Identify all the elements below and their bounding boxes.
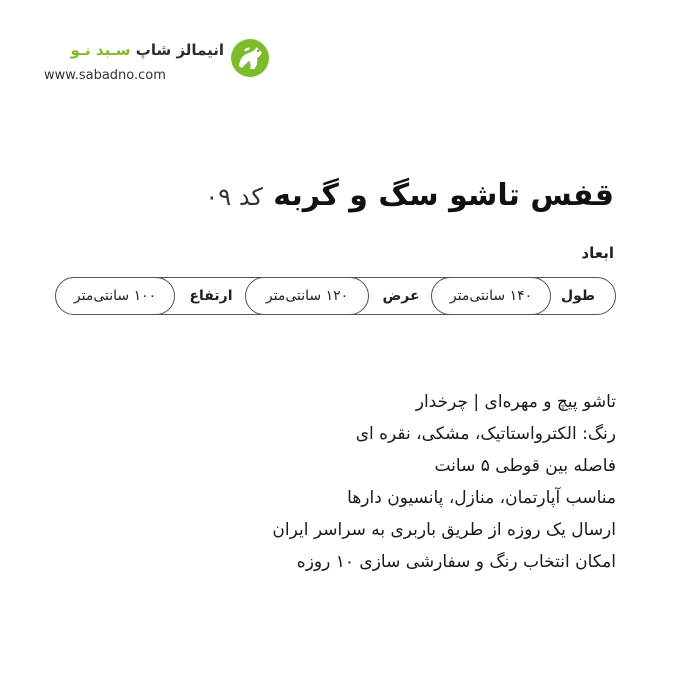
logo-name-primary: انیمالز شاپ [135, 41, 224, 59]
pet-logo-icon [230, 38, 270, 78]
length-value: ۱۴۰ سانتی‌متر [431, 277, 551, 315]
product-code: کد ۰۹ [205, 183, 263, 211]
height-label: ارتفاع [189, 288, 233, 304]
width-value: ۱۲۰ سانتی‌متر [245, 277, 369, 315]
product-name: قفس تاشو سگ و گربه [273, 178, 614, 213]
feature-item: تاشو پیچ و مهره‌ای | چرخدار [415, 392, 616, 412]
dimensions-heading: ابعاد [581, 244, 614, 262]
feature-item: رنگ: الکترواستاتیک، مشکی، نقره ای [355, 424, 616, 444]
height-value: ۱۰۰ سانتی‌متر [55, 277, 175, 315]
feature-list [96, 386, 616, 578]
logo-url: www.sabadno.com [44, 68, 166, 83]
feature-item: امکان انتخاب رنگ و سفارشی سازی ۱۰ روزه [296, 552, 616, 572]
logo-name [44, 40, 224, 60]
feature-item: ارسال یک روزه از طریق باربری به سراسر ایران [272, 520, 616, 540]
feature-item: فاصله بین قوطی ۵ سانت [434, 456, 616, 476]
brand-logo [40, 38, 280, 94]
logo-text [44, 40, 224, 60]
product-title [205, 178, 614, 213]
dimensions-bar [56, 277, 616, 315]
width-label: عرض [382, 288, 420, 304]
feature-item: مناسب آپارتمان، منازل، پانسیون دارها [347, 488, 616, 508]
length-label: طول [560, 288, 596, 304]
logo-name-secondary: سـبد نـو [70, 41, 131, 59]
